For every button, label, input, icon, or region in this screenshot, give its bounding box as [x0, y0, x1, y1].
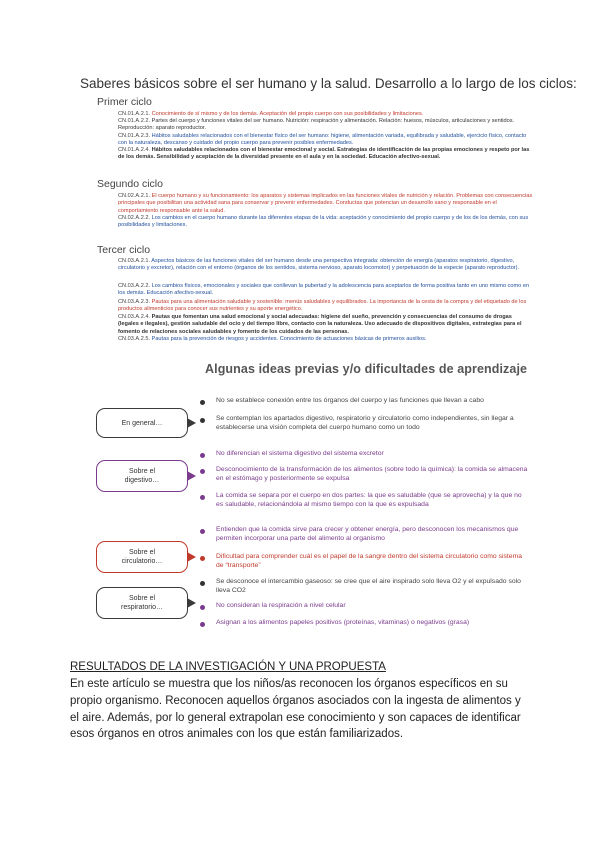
criterion-item: [118, 283, 533, 298]
callout-respiratory: [96, 587, 188, 619]
idea-item: Asignan a los alimentos papeles positivos (proteínas, vitaminas) o negativos (grasa): [216, 619, 470, 626]
cycle-heading-second: Segundo ciclo: [97, 178, 163, 190]
idea-item: Entienden que la comida sirve para crecer y obtener energía, pero desconocen los mecanismos que permiten incorporar una parte del alimento al organismo: [216, 526, 519, 543]
bullet-icon: [200, 622, 205, 627]
callout-arrow-icon: [187, 598, 196, 608]
idea-item: Se contemplan los apartados digestivo, respiratorio y circulatorio como independientes, sin llegar a establecerse una visión completa del cuerpo humano como un todo: [216, 415, 514, 432]
bullet-icon: [200, 453, 205, 458]
criterion-text: Pautas para la prevención de riesgos y accidentes. Conocimiento de actuaciones básicas de primeros auxilios.: [151, 336, 427, 342]
criterion-text: Pautas para una alimentación saludable y sostenible: menús saludables y equilibrados. La importancia de la cesta de la compra y del etiquetado de los productos alimenticios para conocer sus nutrientes y su aporte energético.: [118, 299, 527, 313]
bullet-icon: [200, 605, 205, 610]
bullet-icon: [200, 469, 205, 474]
bullet-icon: [200, 495, 205, 500]
idea-item: Dificultad para comprender cuál es el papel de la sangre dentro del sistema circulatorio como sistema de “transporte”: [216, 553, 523, 570]
criterion-item: [118, 133, 533, 148]
bullet-icon: [200, 400, 205, 405]
criterion-text: Conocimiento de sí mismo y de los demás. Aceptación del propio cuerpo con sus posibilidades y limitaciones.: [151, 111, 424, 117]
section-heading: RESULTADOS DE LA INVESTIGACIÓN Y UNA PROPUESTA: [70, 661, 386, 673]
criterion-text: Los cambios físicos, emocionales y sociales que conllevan la pubertad y la adolescencia para aceptarlos de forma positiva tanto en uno mismo como en los demás. Educación afectivo-sexual.: [118, 283, 530, 297]
criterion-item: [118, 118, 533, 133]
idea-item: No se establece conexión entre los órganos del cuerpo y las funciones que llevan a cabo: [216, 397, 484, 404]
criterion-item: [118, 299, 533, 314]
idea-item: La comida se separa por el cuerpo en dos partes: la que es saludable (que se aprovecha) y la que no es saludable, relacionándola al mismo tiempo con la que es expulsada: [216, 492, 522, 509]
criterion-code: CN.01.A.2.3.: [118, 133, 151, 139]
idea-item: No diferencian el sistema digestivo del sistema excretor: [216, 450, 384, 457]
callout-arrow-icon: [187, 471, 196, 481]
criterion-text: Aspectos básicos de las funciones vitales del ser humano desde una perspectiva integrada: obtención de energía (aparatos respiratorio, digestivo, circulatorio y excretor), relación con el entorno (órganos de los sentidos, sistema nervioso, aparato locomotor) y perpetuación de la especie (aparato reproductor).: [118, 258, 520, 272]
criterion-item: [118, 258, 533, 273]
criterion-code: CN.02.A.2.2.: [118, 215, 151, 221]
criterion-text: Los cambios en el cuerpo humano durante las diferentes etapas de la vida: aceptación y conocimiento del propio cuerpo y de los de los demás, con sus posibilidades y limitaciones.: [118, 215, 529, 229]
callout-label: En general…: [121, 419, 163, 427]
cycle-heading-third: Tercer ciclo: [97, 244, 151, 256]
ideas-title: Algunas ideas previas y/o dificultades de aprendizaje: [205, 362, 528, 376]
section-body: En este artículo se muestra que los niños/as reconocen los órganos específicos en su propio organismo. Reconocen aquellos órganos asociados con la ingesta de alimentos y el aire. Además, por lo general extrapolan ese conocimiento y son capaces de identificar esos órganos en otros animales con los que están familiarizados.: [70, 678, 521, 741]
criterion-text: El cuerpo humano y su funcionamiento: los aparatos y sistemas implicados en las funciones vitales de nutrición y relación. Problemas con consecuencias principales que posibilitan una actividad sana para conservar y prevenir enfermedades. Conductas que potencian un desarrollo sano y responsable en el comportamiento responsable ante la salud.: [118, 193, 533, 214]
idea-item: Desconocimiento de la transformación de los alimentos (sobre todo la química): la comida se almacena en el estómago y posteriormente se expulsa: [216, 466, 528, 483]
callout-arrow-icon: [187, 552, 196, 562]
criterion-text: Hábitos saludables relacionados con el bienestar físico del ser humano: higiene, alimentación variada, equilibrada y saludable, ejercicio físico, contacto con la naturaleza, descanso y cuidado del propio cuerpo para prevenir posibles enfermedades.: [118, 133, 527, 147]
criterion-item: [118, 215, 533, 230]
callout-label: Sobre el circulatorio…: [121, 549, 163, 565]
criterion-code: CN.03.A.2.5.: [118, 336, 151, 342]
idea-item: No consideran la respiración a nivel celular: [216, 602, 346, 609]
cycle-heading-first: Primer ciclo: [97, 96, 152, 108]
criterion-code: CN.03.A.2.4.: [118, 314, 151, 320]
page-title: Saberes básicos sobre el ser humano y la salud. Desarrollo a lo largo de los ciclos:: [80, 76, 577, 91]
criterion-code: CN.03.A.2.3.: [118, 299, 151, 305]
criterion-code: CN.01.A.2.4.: [118, 147, 151, 153]
criterion-code: CN.01.A.2.2.: [118, 118, 151, 124]
bullet-icon: [200, 556, 205, 561]
callout-general: [96, 408, 188, 438]
criterion-item: [118, 336, 533, 343]
criterion-code: CN.02.A.2.1.: [118, 193, 151, 199]
bullet-icon: [200, 418, 205, 423]
criterion-item: [118, 193, 533, 215]
criterion-item: [118, 147, 533, 162]
criterion-item: [118, 314, 533, 336]
callout-arrow-icon: [187, 418, 196, 428]
bullet-icon: [200, 529, 205, 534]
criterion-code: CN.03.A.2.1.: [118, 258, 151, 264]
idea-item: Se desconoce el intercambio gaseoso: se cree que el aire inspirado solo lleva O2 y el expulsado solo lleva CO2: [216, 578, 521, 595]
callout-circulatory: [96, 541, 188, 573]
callout-label: Sobre el respiratorio…: [120, 595, 163, 611]
criterion-code: CN.01.A.2.1.: [118, 111, 151, 117]
callout-digestive: [96, 460, 188, 492]
criterion-text: Partes del cuerpo y funciones vitales del ser humano. Nutrición: respiración y alimentación. Relación: huesos, músculos, articulaciones y sentidos. Reproducción: aparato reproductor.: [118, 118, 515, 132]
criterion-code: CN.03.A.2.2.: [118, 283, 151, 289]
criterion-text: Pautas que fomentan una salud emocional y social adecuadas: higiene del sueño, prevención y consecuencias del consumo de drogas (legales e ilegales), gestión saludable del ocio y del tiempo libre, contacto con la naturaleza. Uso adecuado de dispositivos digitales, estrategias para el fomento de relaciones sociales saludables y fomento de los cuidados de las personas.: [118, 314, 522, 335]
callout-label: Sobre el digestivo…: [124, 468, 160, 484]
bullet-icon: [200, 581, 205, 586]
criterion-text: Hábitos saludables relacionados con el bienestar emocional y social. Estrategias de identificación de las propias emociones y respeto por las de los demás. Sensibilidad y aceptación de la diversidad presente en el aula y en la sociedad. Educación afectivo-sexual.: [118, 147, 530, 161]
